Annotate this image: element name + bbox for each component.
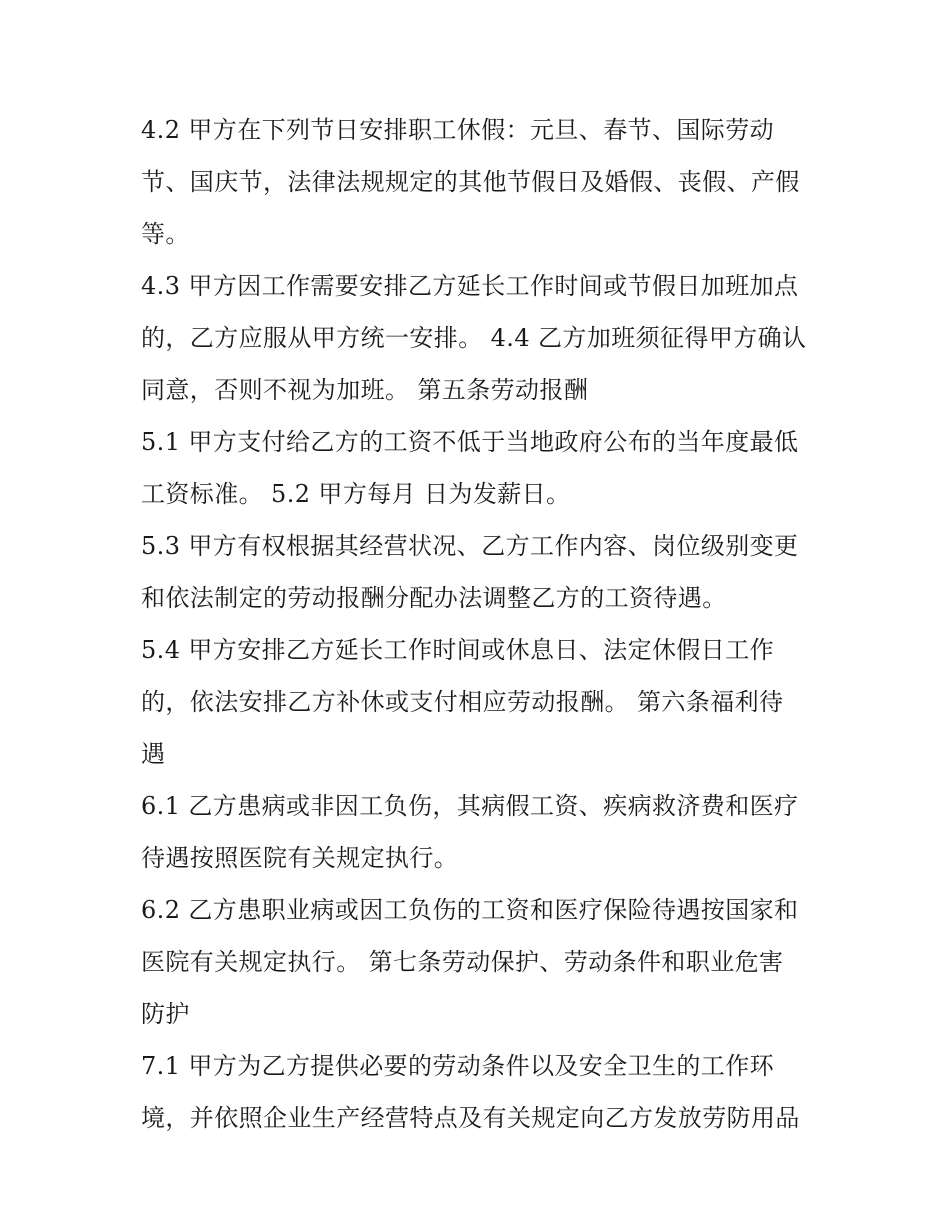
text-line: 4.2 甲方在下列节日安排职工休假：元旦、春节、国际劳动: [141, 116, 774, 144]
text-line: 防护: [141, 1000, 190, 1028]
text-line: 工资标准。 5.2 甲方每月 日为发薪日。: [141, 480, 571, 508]
text-line: 6.2 乙方患职业病或因工负伤的工资和医疗保险待遇按国家和: [141, 896, 799, 924]
text-line: 和依法制定的劳动报酬分配办法调整乙方的工资待遇。: [141, 584, 727, 612]
text-line: 5.3 甲方有权根据其经营状况、乙方工作内容、岗位级别变更: [141, 532, 799, 560]
text-line: 5.4 甲方安排乙方延长工作时间或休息日、法定休假日工作: [141, 636, 774, 664]
text-line: 4.3 甲方因工作需要安排乙方延长工作时间或节假日加班加点: [141, 272, 799, 300]
text-line: 同意，否则不视为加班。 第五条劳动报酬: [141, 376, 589, 404]
text-line: 5.1 甲方支付给乙方的工资不低于当地政府公布的当年度最低: [141, 428, 799, 456]
text-line: 遇: [141, 740, 166, 768]
text-line: 6.1 乙方患病或非因工负伤，其病假工资、疾病救济费和医疗: [141, 792, 799, 820]
text-line: 医院有关规定执行。 第七条劳动保护、劳动条件和职业危害: [141, 948, 784, 976]
text-line: 待遇按照医院有关规定执行。: [141, 844, 459, 872]
document-body: [141, 104, 831, 1144]
text-line: 境，并依照企业生产经营特点及有关规定向乙方发放劳防用品: [141, 1104, 800, 1132]
text-line: 7.1 甲方为乙方提供必要的劳动条件以及安全卫生的工作环: [141, 1052, 774, 1080]
text-line: 节、国庆节，法律法规规定的其他节假日及婚假、丧假、产假: [141, 168, 800, 196]
text-line: 的，乙方应服从甲方统一安排。 4.4 乙方加班须征得甲方确认: [141, 324, 807, 352]
text-line: 等。: [141, 220, 190, 248]
text-line: 的，依法安排乙方补休或支付相应劳动报酬。 第六条福利待: [141, 688, 784, 716]
